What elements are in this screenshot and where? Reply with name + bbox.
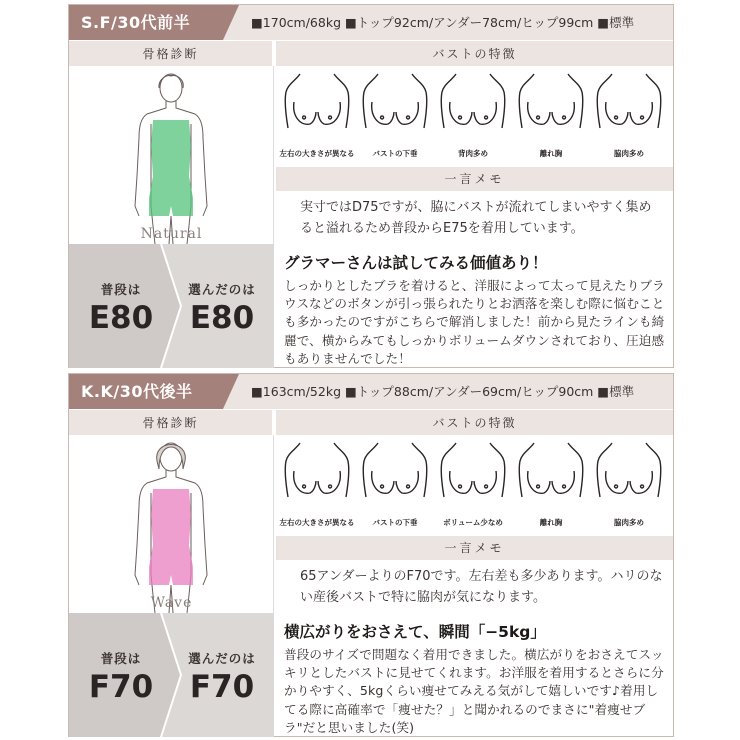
bust-feature-caption: ボリューム少なめ — [443, 518, 503, 527]
review — [276, 613, 673, 737]
body-type-label: Natural — [140, 226, 203, 242]
review-body: しっかりとしたブラを着けると、洋服によって太って見えたりブラウスなどのボタンが引っ張られたりとお洒落を楽しむ際に悩むことも多かったのですがこちらで解消しました！前から見たラインも綺麗で、横からみてもしっかりボリュームダウンされており、圧迫感もありませんでした！ — [284, 278, 665, 366]
usual-size-value: F70 — [88, 669, 154, 705]
memo-text: 65アンダーよりのF70です。左右差も多少あります。ハリのない産後バストで特に脇肉が気になります。 — [300, 569, 663, 605]
bust-feature-caption: 背肉多め — [458, 149, 488, 158]
size-comparison — [69, 244, 274, 368]
chosen-size — [172, 613, 272, 737]
review-body: 普段のサイズで問題なく着用できました。横広がりをおさえてスッキリとしたバストに見せてくれます。お洋服を着用するとさらに分かりやすく、5kgくらい痩せてみえる気がして嬉しいです♪着用してる際に高確率で「痩せた？」と聞かれるのでまさに"着痩せブラ"だと思いました(笑) — [284, 647, 664, 735]
bust-features-header: バストの特徴 — [276, 409, 673, 435]
chosen-size-value: F70 — [189, 669, 255, 705]
bust-illustration — [594, 441, 664, 513]
usual-size-label: 普段は — [100, 651, 142, 666]
bust-features-row — [276, 66, 673, 167]
bust-feature-item — [436, 66, 510, 167]
bust-feature-item — [592, 66, 666, 167]
profile-card — [68, 373, 674, 737]
body-stats: ■170cm/68kg ■トップ92cm/アンダー78cm/ヒップ99cm ■標準 — [251, 15, 635, 30]
profile-header — [69, 374, 673, 409]
bust-feature-caption: 離れ胸 — [539, 149, 563, 158]
bust-feature-caption: 左右の大きさが異なる — [279, 149, 355, 158]
body-figure — [69, 435, 274, 613]
bust-feature-item — [280, 435, 354, 536]
bust-illustration — [516, 441, 586, 513]
chosen-size-label: 選んだのは — [188, 282, 256, 297]
bust-feature-caption: 脇肉多め — [614, 149, 644, 158]
bust-feature-caption: 離れ胸 — [539, 518, 563, 527]
memo-header: 一言メモ — [276, 167, 673, 191]
person-name: K.K/30代後半 — [69, 374, 223, 409]
chosen-size-label: 選んだのは — [188, 651, 256, 666]
bust-feature-item — [358, 435, 432, 536]
usual-size — [71, 244, 171, 368]
body-type-label: Wave — [150, 595, 193, 611]
usual-size-label: 普段は — [100, 282, 142, 297]
person-name: S.F/30代前半 — [69, 5, 223, 40]
bust-illustration — [360, 441, 430, 513]
bust-feature-caption: バストの下垂 — [372, 149, 418, 158]
figure-illustration — [69, 435, 274, 613]
bust-illustration — [594, 72, 664, 144]
frame-diagnosis-header: 骨格診断 — [69, 409, 274, 435]
figure-illustration — [69, 66, 274, 244]
review-title: グラマーさんは試してみる価値あり！ — [284, 254, 548, 272]
bust-feature-item — [436, 435, 510, 536]
review-title: 横広がりをおさえて、瞬間「−5kg」 — [284, 623, 546, 641]
bust-feature-item — [514, 66, 588, 167]
chosen-size-value: E80 — [189, 300, 255, 336]
size-comparison — [69, 613, 274, 737]
body-figure — [69, 66, 274, 244]
bust-illustration — [438, 441, 508, 513]
bust-feature-item — [592, 435, 666, 536]
frame-diagnosis-header: 骨格診断 — [69, 40, 274, 66]
bust-features-row — [276, 435, 673, 536]
profile-card — [68, 4, 674, 368]
body-stats: ■163cm/52kg ■トップ88cm/アンダー69cm/ヒップ90cm ■標準 — [251, 384, 635, 399]
bust-features-header: バストの特徴 — [276, 40, 673, 66]
bust-illustration — [438, 72, 508, 144]
chosen-size — [172, 244, 272, 368]
bust-feature-caption: 脇肉多め — [614, 518, 644, 527]
usual-size — [71, 613, 171, 737]
memo-text: 実寸ではD75ですが、脇にバストが流れてしまいやすく集めると溢れるため普段からE75を着用しています。 — [300, 200, 652, 236]
memo-header: 一言メモ — [276, 536, 673, 560]
bust-feature-caption: 左右の大きさが異なる — [279, 518, 355, 527]
bust-feature-item — [358, 66, 432, 167]
usual-size-value: E80 — [88, 300, 154, 336]
bust-illustration — [282, 72, 352, 144]
bust-illustration — [360, 72, 430, 144]
bust-feature-caption: バストの下垂 — [372, 518, 418, 527]
bust-feature-item — [514, 435, 588, 536]
profile-header — [69, 5, 673, 40]
bust-feature-item — [280, 66, 354, 167]
bust-illustration — [282, 441, 352, 513]
review — [276, 244, 673, 368]
bust-illustration — [516, 72, 586, 144]
